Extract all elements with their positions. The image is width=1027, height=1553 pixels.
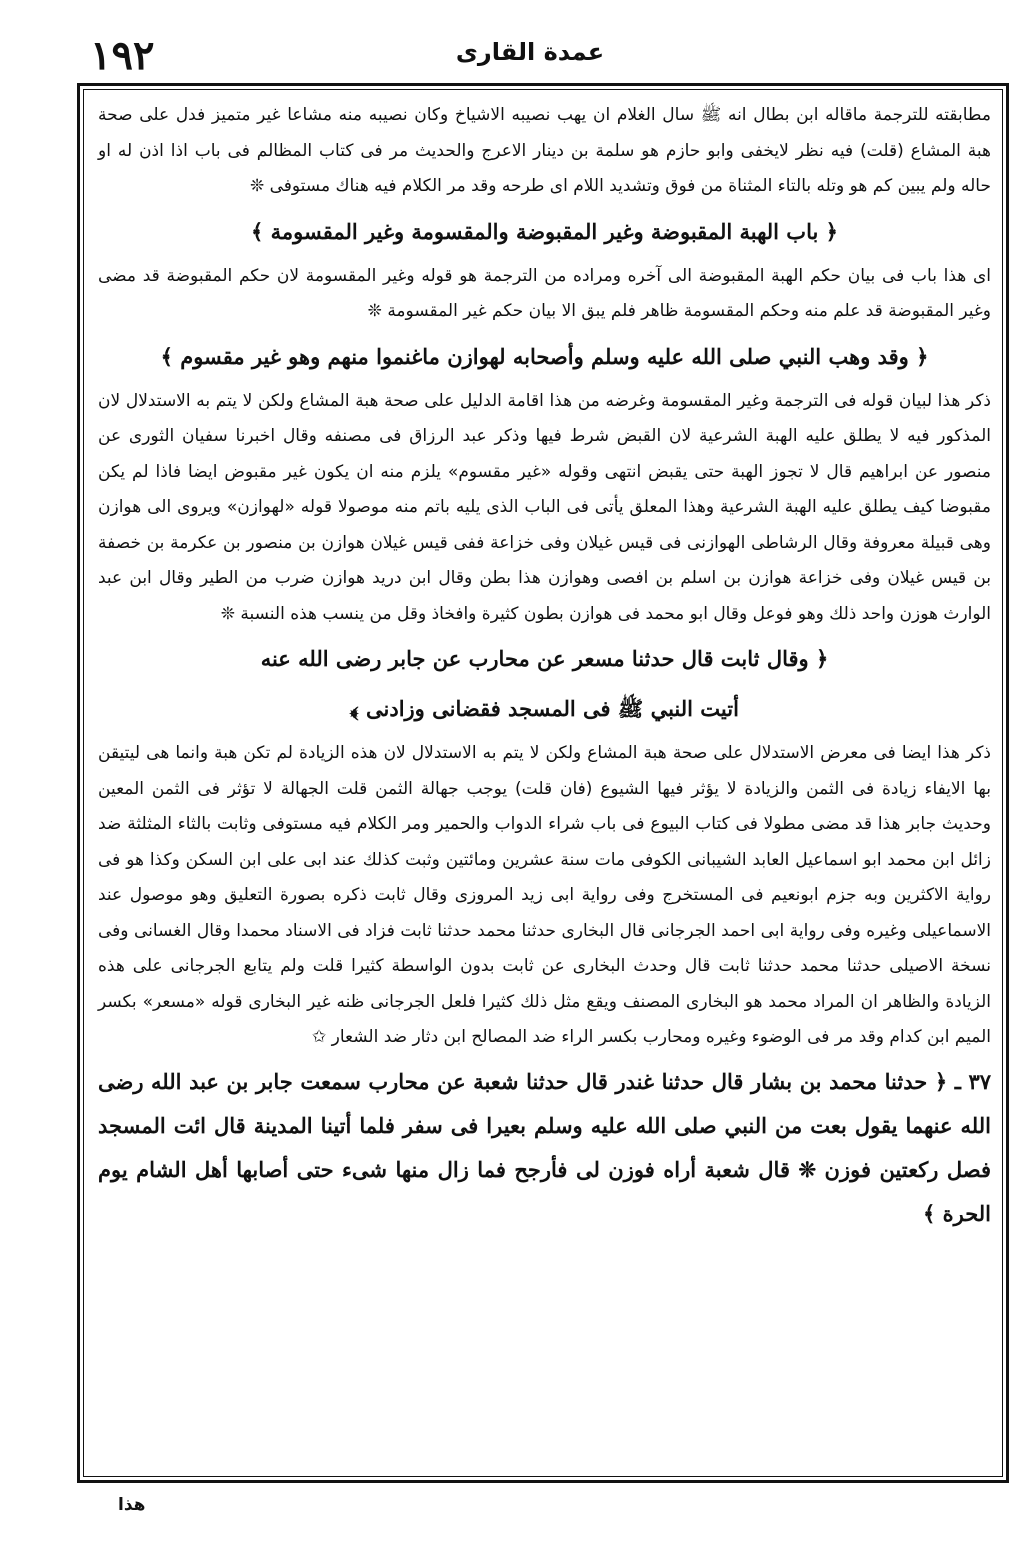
hadith-narration: ٣٧ ـ ﴿ حدثنا محمد بن بشار قال حدثنا غندر قال حدثنا شعبة عن محارب سمعت جابر بن عبد الله رضى الله عنهما يقول بعت من النبي صلى الله عليه وسلم بعيرا فى سفر فلما أتينا المدينة قال ائت المسجد فصل ركعتين فوزن ❊ قال شعبة أراه فوزن لى فأرجح فما زال منها شىء حتى أصابها أهل الشام يوم الحرة ﴾ <box>98 1068 991 1226</box>
hadith-heading: أتيت النبي ﷺ فى المسجد فقضانى وزادنى ﴾ <box>350 696 739 721</box>
chapter-heading: ﴿ باب الهبة المقبوضة وغير المقبوضة والمقسومة وغير المقسومة ﴾ <box>251 218 838 244</box>
commentary-paragraph: ذكر هذا ايضا فى معرض الاستدلال على صحة هبة المشاع ولكن لا يتم به الاستدلال لان هذه الزيادة لم تكن هبة وانما هى ليتيقن بها الايفاء زيادة فى الثمن والزيادة لا يؤثر فيها الشيوع (فان قلت) يوجب جهالة الثمن قلت الجهالة لا تؤثر فى الثمن المعين وحديث جابر هذا قد مضى مطولا فى كتاب البيوع فى باب شراء الدواب والحمير ومر الكلام فيه مستوفى وثابت بالثاء المثلثة ضد زائل ابن محمد ابو اسماعيل العابد الشيبانى الكوفى مات سنة عشرين ومائتين وثبت كذلك عند ابى على ابن السكن وكذا هو فى رواية الاكثرين وبه جزم ابونعيم فى المستخرج وفى رواية ابى زيد المروزى وقال ثابت ذكره بصورة التعليق وهو موصول عند الاسماعيلى وغيره وفى رواية ابى احمد الجرجانى قال البخارى حدثنا محمد حدثنا ثابت فزاد فى الاسناد محمدا وقال الغسانى وفى نسخة الاصيلى حدثنا محمد حدثنا ثابت قال وحدث البخارى عن ثابت بدون الواسطة كثيرا قلت ولم يتابع الجرجانى على هذه الزيادة والظاهر ان المراد محمد هو البخارى المصنف ويقع مثل ذلك كثيرا فلعل الجرجانى ظنه غير البخارى قوله «مسعر» بكسر الميم ابن كدام وقد مر فى الوضوء وغيره ومحارب بكسر الراء ضد المصالح ابن دثار ضد الشعار ✩ <box>98 743 991 1047</box>
catchword: هذا <box>118 1495 146 1515</box>
commentary-paragraph: مطابقته للترجمة ماقاله ابن بطال انه ﷺ سال الغلام ان يهب نصيبه الاشياخ وكان نصيبه منه مشاعا غير متميز فدل على صحة هبة المشاع (قلت) فيه نظر لايخفى وابو حازم هو سلمة بن دينار الاعرج والحديث مر فى كتاب المظالم فى باب اذا اذن له او حاله ولم يبين كم هو وتله بالتاء المثناة من فوق وتشديد اللام اى طرحه وقد مر الكلام فيه هناك مستوفى ❊ <box>98 105 991 196</box>
hadith-heading: ﴿ وقال ثابت قال حدثنا مسعر عن محارب عن جابر رضى الله عنه <box>260 646 829 671</box>
hadith-heading: ﴿ وقد وهب النبي صلى الله عليه وسلم وأصحابه لهوازن ماغنموا منهم وهو غير مقسوم ﴾ <box>160 343 929 369</box>
page-number: ١٩٢ <box>90 32 155 79</box>
page-header <box>70 30 990 80</box>
page-body <box>98 98 991 1236</box>
commentary-paragraph: اى هذا باب فى بيان حكم الهبة المقبوضة الى آخره ومراده من الترجمة هو قوله وغير المقسومة لان حكم المقبوضة قد مضى وغير المقبوضة قد علم منه وحكم المقسومة ظاهر فلم يبق الا بيان حكم غير المقسومة ❊ <box>98 265 991 321</box>
commentary-paragraph: ذكر هذا لبيان قوله فى الترجمة وغير المقسومة وغرضه من هذا اقامة الدليل على صحة هبة المشاع ولكن لا يتم به الاستدلال لان المذكور فيه لا يطلق عليه الهبة الشرعية لان القبض شرط فيها وذكر عبد الرزاق فى مصنفه وقال اخبرنا سفيان الثورى عن منصور عن ابراهيم قال لا تجوز الهبة حتى يقبض انتهى وقوله «غير مقسوم» يلزم منه ان يكون غير مقبوض ايضا فاذا لم يكن مقبوضا كيف يطلق عليه الهبة الشرعية وهذا المعلق يأتى فى الباب الذى يليه باتم منه موصولا قوله «لهوازن» ويروى الى هوازن وهى قبيلة معروفة وقال الرشاطى الهوازنى فى قيس غيلان وفى خزاعة ففى قيس غيلان هوازن بن منصور بن عكرمة بن خصفة بن قيس غيلان وفى خزاعة هوازن بن اسلم بن افصى وهوازن هذا بطن وقال ابن دريد هوازن ضرب من الطير وقال ابن عبد الوارث هوزن واحد ذلك وهو فوعل وقال ابو محمد فى هوازن بطون كثيرة وافخاذ وقل من ينسب هذه النسبة ❊ <box>98 390 991 624</box>
running-title: عمدة القارى <box>455 38 605 66</box>
